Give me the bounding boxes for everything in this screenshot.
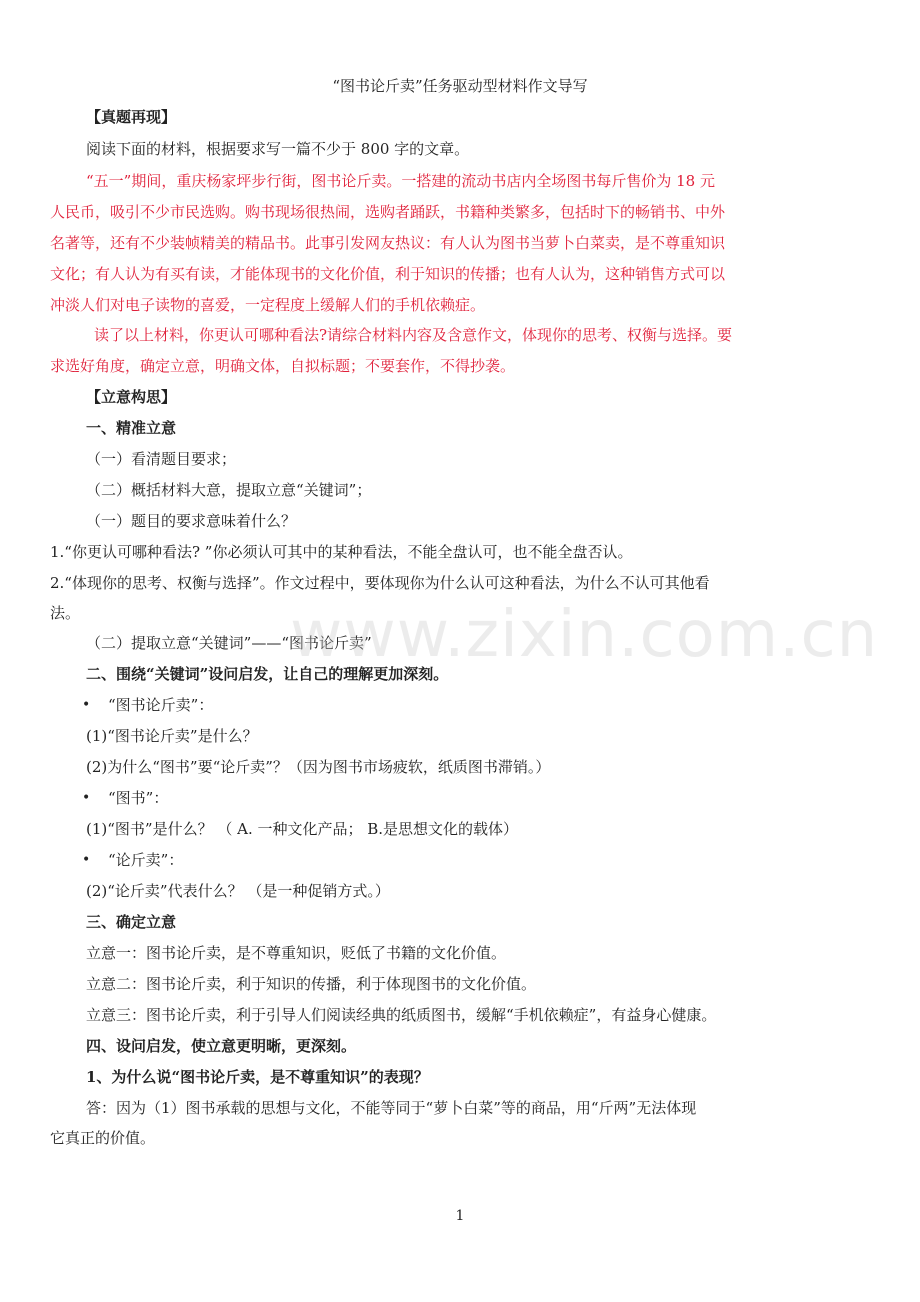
material-line-1: “五一”期间，重庆杨家坪步行街，图书论斤卖。一搭建的流动书店内全场图书每斤售价为 18 元	[86, 172, 715, 190]
part-heading-3: 三、确定立意	[86, 913, 177, 931]
part-heading-2: 二、围绕“关键词”设问启发，让自己的理解更加深刻。	[86, 665, 449, 683]
subpoint-a: （一）看清题目要求；	[86, 450, 237, 468]
bullet-item-2: “图书”：	[108, 789, 169, 807]
part-heading-1: 一、精准立意	[86, 419, 177, 437]
bullet-icon: •	[82, 852, 91, 868]
bullet-item-1: “图书论斤卖”：	[108, 696, 214, 714]
document-title: “图书论斤卖”任务驱动型材料作文导写	[332, 77, 588, 95]
bullet-icon: •	[82, 697, 91, 713]
question-4: (2)“论斤卖”代表什么？ （是一种促销方式。）	[86, 882, 390, 900]
bullet-item-3: “论斤卖”：	[108, 851, 184, 869]
idea-2: 立意二：图书论斤卖，利于知识的传播，利于体现图书的文化价值。	[86, 975, 537, 993]
answer-line-2: 它真正的价值。	[50, 1129, 156, 1147]
question-1: (1)“图书论斤卖”是什么？	[86, 727, 258, 745]
part-4-question-1: 1、为什么说“图书论斤卖，是不尊重知识”的表现？	[86, 1068, 429, 1086]
subpoint-b: （二）概括材料大意，提取立意“关键词”；	[86, 481, 372, 499]
part-heading-4: 四、设问启发，使立意更明晰，更深刻。	[86, 1037, 357, 1055]
material-line-5: 冲淡人们对电子读物的喜爱，一定程度上缓解人们的手机依赖症。	[50, 296, 486, 314]
idea-3: 立意三：图书论斤卖，利于引导人们阅读经典的纸质图书，缓解“手机依赖症”，有益身心健康。	[86, 1006, 717, 1024]
task-line-2: 求选好角度，确定立意，明确文体，自拟标题；不要套作，不得抄袭。	[50, 357, 516, 375]
requirement-2-line-1: 2.“体现你的思考、权衡与选择”。作文过程中，要体现你为什么认可这种看法，为什么不认可其他看	[50, 574, 710, 592]
question-3: (1)“图书”是什么？ （ A. 一种文化产品； B.是思想文化的载体）	[86, 820, 519, 838]
subpoint-c: （一）题目的要求意味着什么？	[86, 512, 297, 530]
instruction-text: 阅读下面的材料，根据要求写一篇不少于 800 字的文章。	[86, 140, 470, 158]
idea-1: 立意一：图书论斤卖，是不尊重知识，贬低了书籍的文化价值。	[86, 944, 507, 962]
material-line-3: 名著等，还有不少装帧精美的精品书。此事引发网友热议：有人认为图书当萝卜白菜卖，是不尊重知识	[50, 234, 726, 252]
material-line-2: 人民币，吸引不少市民选购。购书现场很热闹，选购者踊跃，书籍种类繁多，包括时下的畅销书、中外	[50, 203, 726, 221]
section-heading-conception: 【立意构思】	[86, 388, 177, 406]
subpoint-d: （二）提取立意“关键词”——“图书论斤卖”	[86, 634, 372, 652]
bullet-icon: •	[82, 790, 91, 806]
question-2: (2)为什么“图书”要“论斤卖”？（因为图书市场疲软，纸质图书滞销。）	[86, 758, 551, 776]
task-line-1: 读了以上材料，你更认可哪种看法?请综合材料内容及含意作文，体现你的思考、权衡与选择。要	[94, 326, 733, 344]
requirement-1: 1.“你更认可哪种看法? ”你必须认可其中的某种看法，不能全盘认可，也不能全盘否认。	[50, 543, 633, 561]
requirement-2-line-2: 法。	[50, 604, 81, 622]
material-line-4: 文化；有人认为有买有读，才能体现书的文化价值，利于知识的传播；也有人认为，这种销售方式可以	[50, 265, 726, 283]
page-number: 1	[455, 1208, 465, 1224]
answer-line-1: 答：因为（1）图书承载的思想与文化，不能等同于“萝卜白菜”等的商品，用“斤两”无法体现	[86, 1099, 697, 1117]
section-heading-real-question: 【真题再现】	[86, 108, 177, 126]
watermark: www.zixin.com.cn	[290, 598, 879, 672]
